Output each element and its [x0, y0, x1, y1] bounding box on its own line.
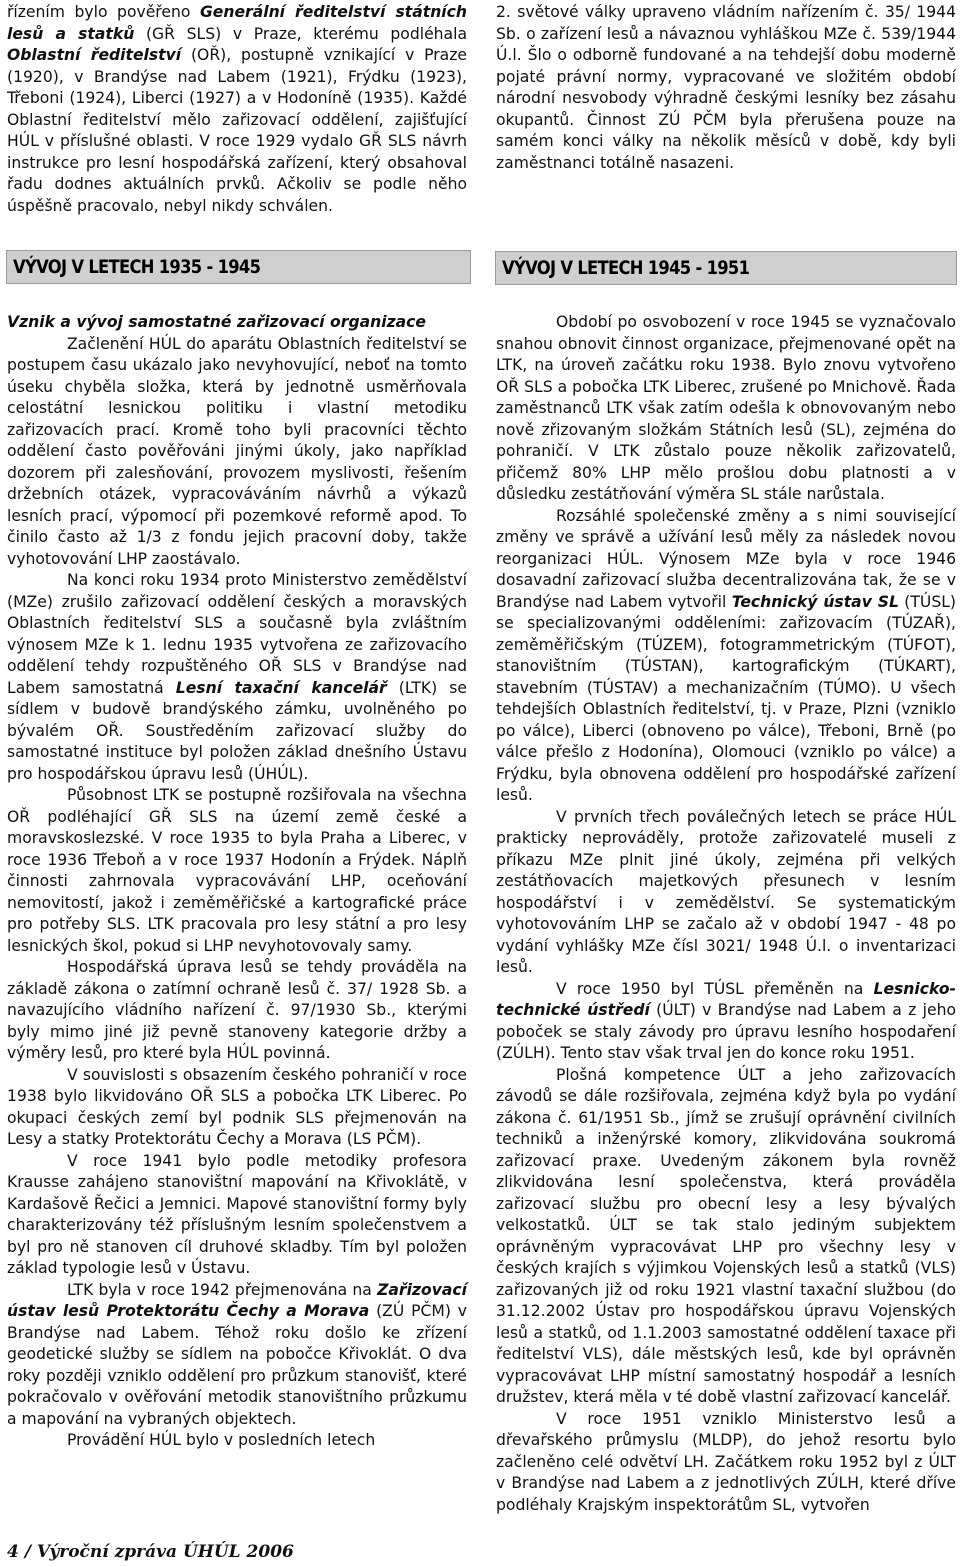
paragraph: Hospodářská úprava lesů se tehdy prováděla na základě zákona o zatímní ochraně lesů č. 37/ 1928 Sb. a navazujícího vládního nařízení č. 97/1930 Sb., kterými byly mimo jiné již pevně stanoveny kategorie držby a výměry lesů, pro které byla HÚL povinná. — [7, 958, 467, 1062]
section-heading-text: VÝVOJ V LETECH 1935 - 1945 — [13, 256, 261, 278]
paragraph: V souvislosti s obsazením českého pohraničí v roce 1938 bylo likvidováno OŘ SLS a pobočka LTK Liberec. Po okupaci českých zemí byl podnik SLS přejmenován na Lesy a statky Protektorátu Čechy a Morava (LS PČM). — [7, 1065, 467, 1148]
paragraph: Rozsáhlé společenské změny a s nimi související změny ve správě a užívání lesů měly za následek novou reorganizaci HÚL. Výnosem MZe byla v roce 1946 dosavadní zařizovací služba decentralizována tak, že se v Brandýse nad Labem vytvořil Technický ústav SL (TÚSL) se specializovanými odděleními: zařizovacím (TÚZAŘ), zeměměřičským (TÚZEM), fotogrammetrickým (TÚFOT), stanovištním (TÚSTAN), kartografickým (TÚKART), stavebním (TÚSTAV) a mechanizačním (TÚMO). U všech tehdejších Oblastních ředitelství, tj. v Praze, Plzni (vzniklo po válce), Liberci (obnoveno po válce), Třeboni, Brně (po válce přešlo z Hodonína), Olomouci (vzniklo po válce) a Frýdku, byla obnovena oddělení pro hospodářské zařízení lesů. — [496, 506, 956, 804]
section-heading-1945-1951 — [495, 251, 957, 285]
left-column — [7, 312, 467, 1452]
intro-paragraph: 2. světové války upraveno vládním nařízením č. 35/ 1944 Sb. o zařízení lesů a návaznou vyhláškou MZe č. 539/1944 Ú.l. Šlo o odborně fundované a na tehdejší dobu moderně pojaté právní normy, vypracované ve složitém období národní nesvobody výhradně českými lesníky bez zásahu okupantů. Činnost ZÚ PČM byla přerušena pouze na samém konci války na několik měsíců v době, kdy byli zaměstnanci totálně nasazeni. — [496, 3, 956, 172]
section-heading-text: VÝVOJ V LETECH 1945 - 1951 — [502, 257, 750, 279]
intro-left-column — [7, 2, 467, 217]
subheading: Vznik a vývoj samostatné zařizovací organizace — [7, 313, 426, 331]
paragraph: V roce 1950 byl TÚSL přeměněn na Lesnicko-technické ústředí (ÚLT) v Brandýse nad Labem a z jeho poboček se staly závody pro úpravu lesního hospodaření (ZÚLH). Tento stav však trval jen do konce roku 1951. — [496, 979, 956, 1062]
emphasis: Oblastní ředitelství — [7, 46, 182, 64]
paragraph: V roce 1951 vzniklo Ministerstvo lesů a dřevařského průmyslu (MLDP), do jehož resortu bylo začleněno celé odvětví LH. Začátkem roku 1952 byl z ÚLT v Brandýse nad Labem a z jednotlivých ZÚLH, které dříve podléhaly Krajským inspektorátům SL, vytvořen — [496, 1409, 956, 1514]
paragraph: Plošná kompetence ÚLT a jeho zařizovacích závodů se dále rozšiřovala, zejména když byla po vydání zákona č. 61/1951 Sb., jímž se zrušují oprávnění civilních techniků a inženýrské komory, zlikvidována soukromá zařizovací praxe. Uvedeným zákonem byla rovněž zlikvidována lesní společenstva, která prováděla zařizovací službu pro obecní lesy a lesy bývalých velkostatků. ÚLT se tak stalo jediným subjektem oprávněným vypracovávat LHP pro všechny lesy v českých krajích s výjimkou Vojenských lesů a statků (VLS) zařizovaných již od roku 1921 vlastní taxační službou (do 31.12.2002 Ústav pro hospodářskou úpravu Vojenských lesů a statků, od 1.1.2003 samostatné oddělení taxace při ředitelství VLS), dále městských lesů, kde byl oprávněn vypracovávat LHP místní samostatný hospodář a lesních družstev, která měla v té době vlastní zařizovací kancelář. — [496, 1065, 956, 1406]
paragraph: LTK byla v roce 1942 přejmenována na Zařizovací ústav lesů Protektorátu Čechy a Morava (ZÚ PČM) v Brandýse nad Labem. Téhož roku došlo ke zřízení geodetické služby se sídlem na pobočce Křivoklát. O dva roky později vzniklo oddělení pro průzkum stanovišť, které pokračovalo v ověřování metodik stanovištního průzkumu a mapování na vybraných objektech. — [7, 1280, 467, 1428]
intro-paragraph: řízením bylo pověřeno Generální ředitelství státních lesů a statků (GŘ SLS) v Praze, kterému podléhala Oblastní ředitelství (OŘ), postupně vznikající v Praze (1920), v Brandýse nad Labem (1921), Frýdku (1923), Třeboni (1924), Liberci (1927) a v Hodoníně (1935). Každé Oblastní ředitelství mělo zařizovací oddělení, zajišťující HÚL v příslušné oblasti. V roce 1929 vydalo GŘ SLS návrh instrukce pro lesní hospodářská zařízení, který obsahoval řadu dodnes aktuálních prvků. Ačkoliv se podle něho úspěšně pracovalo, nebyl nikdy schválen. — [7, 3, 467, 215]
page-footer: 4 / Výroční zpráva ÚHÚL 2006 — [7, 1542, 294, 1562]
paragraph: Působnost LTK se postupně rozšiřovala na všechna OŘ podléhající GŘ SLS na území země české a moravskoslezské. V roce 1935 to byla Praha a Liberec, v roce 1936 Třeboň a v roce 1937 Hodonín a Frýdek. Náplň činnosti zahrnovala vypracovávání LHP, oceňování nemovitostí, jakož i zeměměřičské a kartografické práce pro potřeby SLS. LTK pracovala pro lesy státní a pro lesy lesnických škol, pokud si LHP nevyhotovovaly samy. — [7, 786, 467, 955]
paragraph: Začlenění HÚL do aparátu Oblastních ředitelství se postupem času ukázalo jako nevyhovující, neboť na tomto úseku chyběla složka, která by jednotně usměrňovala celostátní lesnickou politiku i vlastní metodiku zařizovacích prací. Kromě toho byli pracovníci těchto oddělení často pověřováni jinými úkoly, jako například dozorem při zalesňování, provozem myslivosti, řešením držebních otázek, vypracováváním návrhů a výkazů lesních prací, výpomocí při pozemkové reformě apod. To činilo často až 1/3 z fondu jejich pracovní doby, takže vyhotovování LHP zaostávalo. — [7, 334, 467, 568]
right-column — [496, 312, 956, 1516]
paragraph: V prvních třech poválečných letech se práce HÚL prakticky neprováděly, protože zařizovatelé museli z příkazu MZe plnit jiné úkoly, zejména při velkých zestátňovacích majetkových přesunech v lesním hospodářství i v zemědělství. Se systematickým vyhotovováním LHP se začalo až v období 1947 - 48 po vydání vyhlášky MZe čísl 3021/ 1948 Ú.l. o inventarizaci lesů. — [496, 807, 956, 976]
emphasis: Technický ústav SL — [731, 592, 899, 611]
paragraph: Na konci roku 1934 proto Ministerstvo zemědělství (MZe) zrušilo zařizovací oddělení českých a moravských Oblastních ředitelství SLS a současně byla zvláštním výnosem MZe k 1. lednu 1935 vytvořena ze zařizovacího oddělení tehdy rozpuštěného OŘ SLS v Brandýse nad Labem samostatná Lesní taxační kancelář (LTK) se sídlem v budově brandýského zámku, uvolněného po bývalém OŘ. Soustředěním zařizovací služby do samostatné instituce byl položen základ dnešního Ústavu pro hospodářskou úpravu lesů (ÚHÚL). — [7, 571, 467, 783]
emphasis: Zařizovací ústav lesů Protektorátu Čechy a Morava — [7, 1280, 467, 1320]
intro-right-column — [496, 2, 956, 174]
paragraph: Provádění HÚL bylo v posledních letech — [67, 1431, 376, 1449]
paragraph: Období po osvobození v roce 1945 se vyznačovalo snahou obnovit činnost organizace, přejmenované opět na LTK, na úroveň začátku roku 1938. Bylo znovu vytvořeno OŘ SLS a pobočka LTK Liberec, zrušené po Mnichově. Řada zaměstnanců LTK však zatím odešla k obnovovaným nebo nově zřizovaným složkám Státních lesů (SL), zejména do pohraničí. V LTK zůstalo pouze několik zařizovatelů, přičemž 80% LHP mělo prošlou dobu platnosti a v důsledku zestátňování výměra SL stále narůstala. — [496, 313, 956, 503]
paragraph: V roce 1941 bylo podle metodiky profesora Krausse zahájeno stanovištní mapování na Křivoklátě, v Kardašově Řečici a Jemnici. Mapové stanovištní formy byly charakterizovány též příslušným lesním společenstvem a byl pro ně stanoven cíl druhové skladby. Tím byl položen základ typologie lesů v Ústavu. — [7, 1151, 467, 1277]
emphasis: Lesnicko-technické ústředí — [496, 979, 956, 1019]
emphasis: Lesní taxační kancelář — [175, 678, 387, 697]
emphasis: Generální ředitelství státních lesů a statků — [7, 3, 467, 43]
section-heading-1935-1945 — [6, 250, 471, 284]
